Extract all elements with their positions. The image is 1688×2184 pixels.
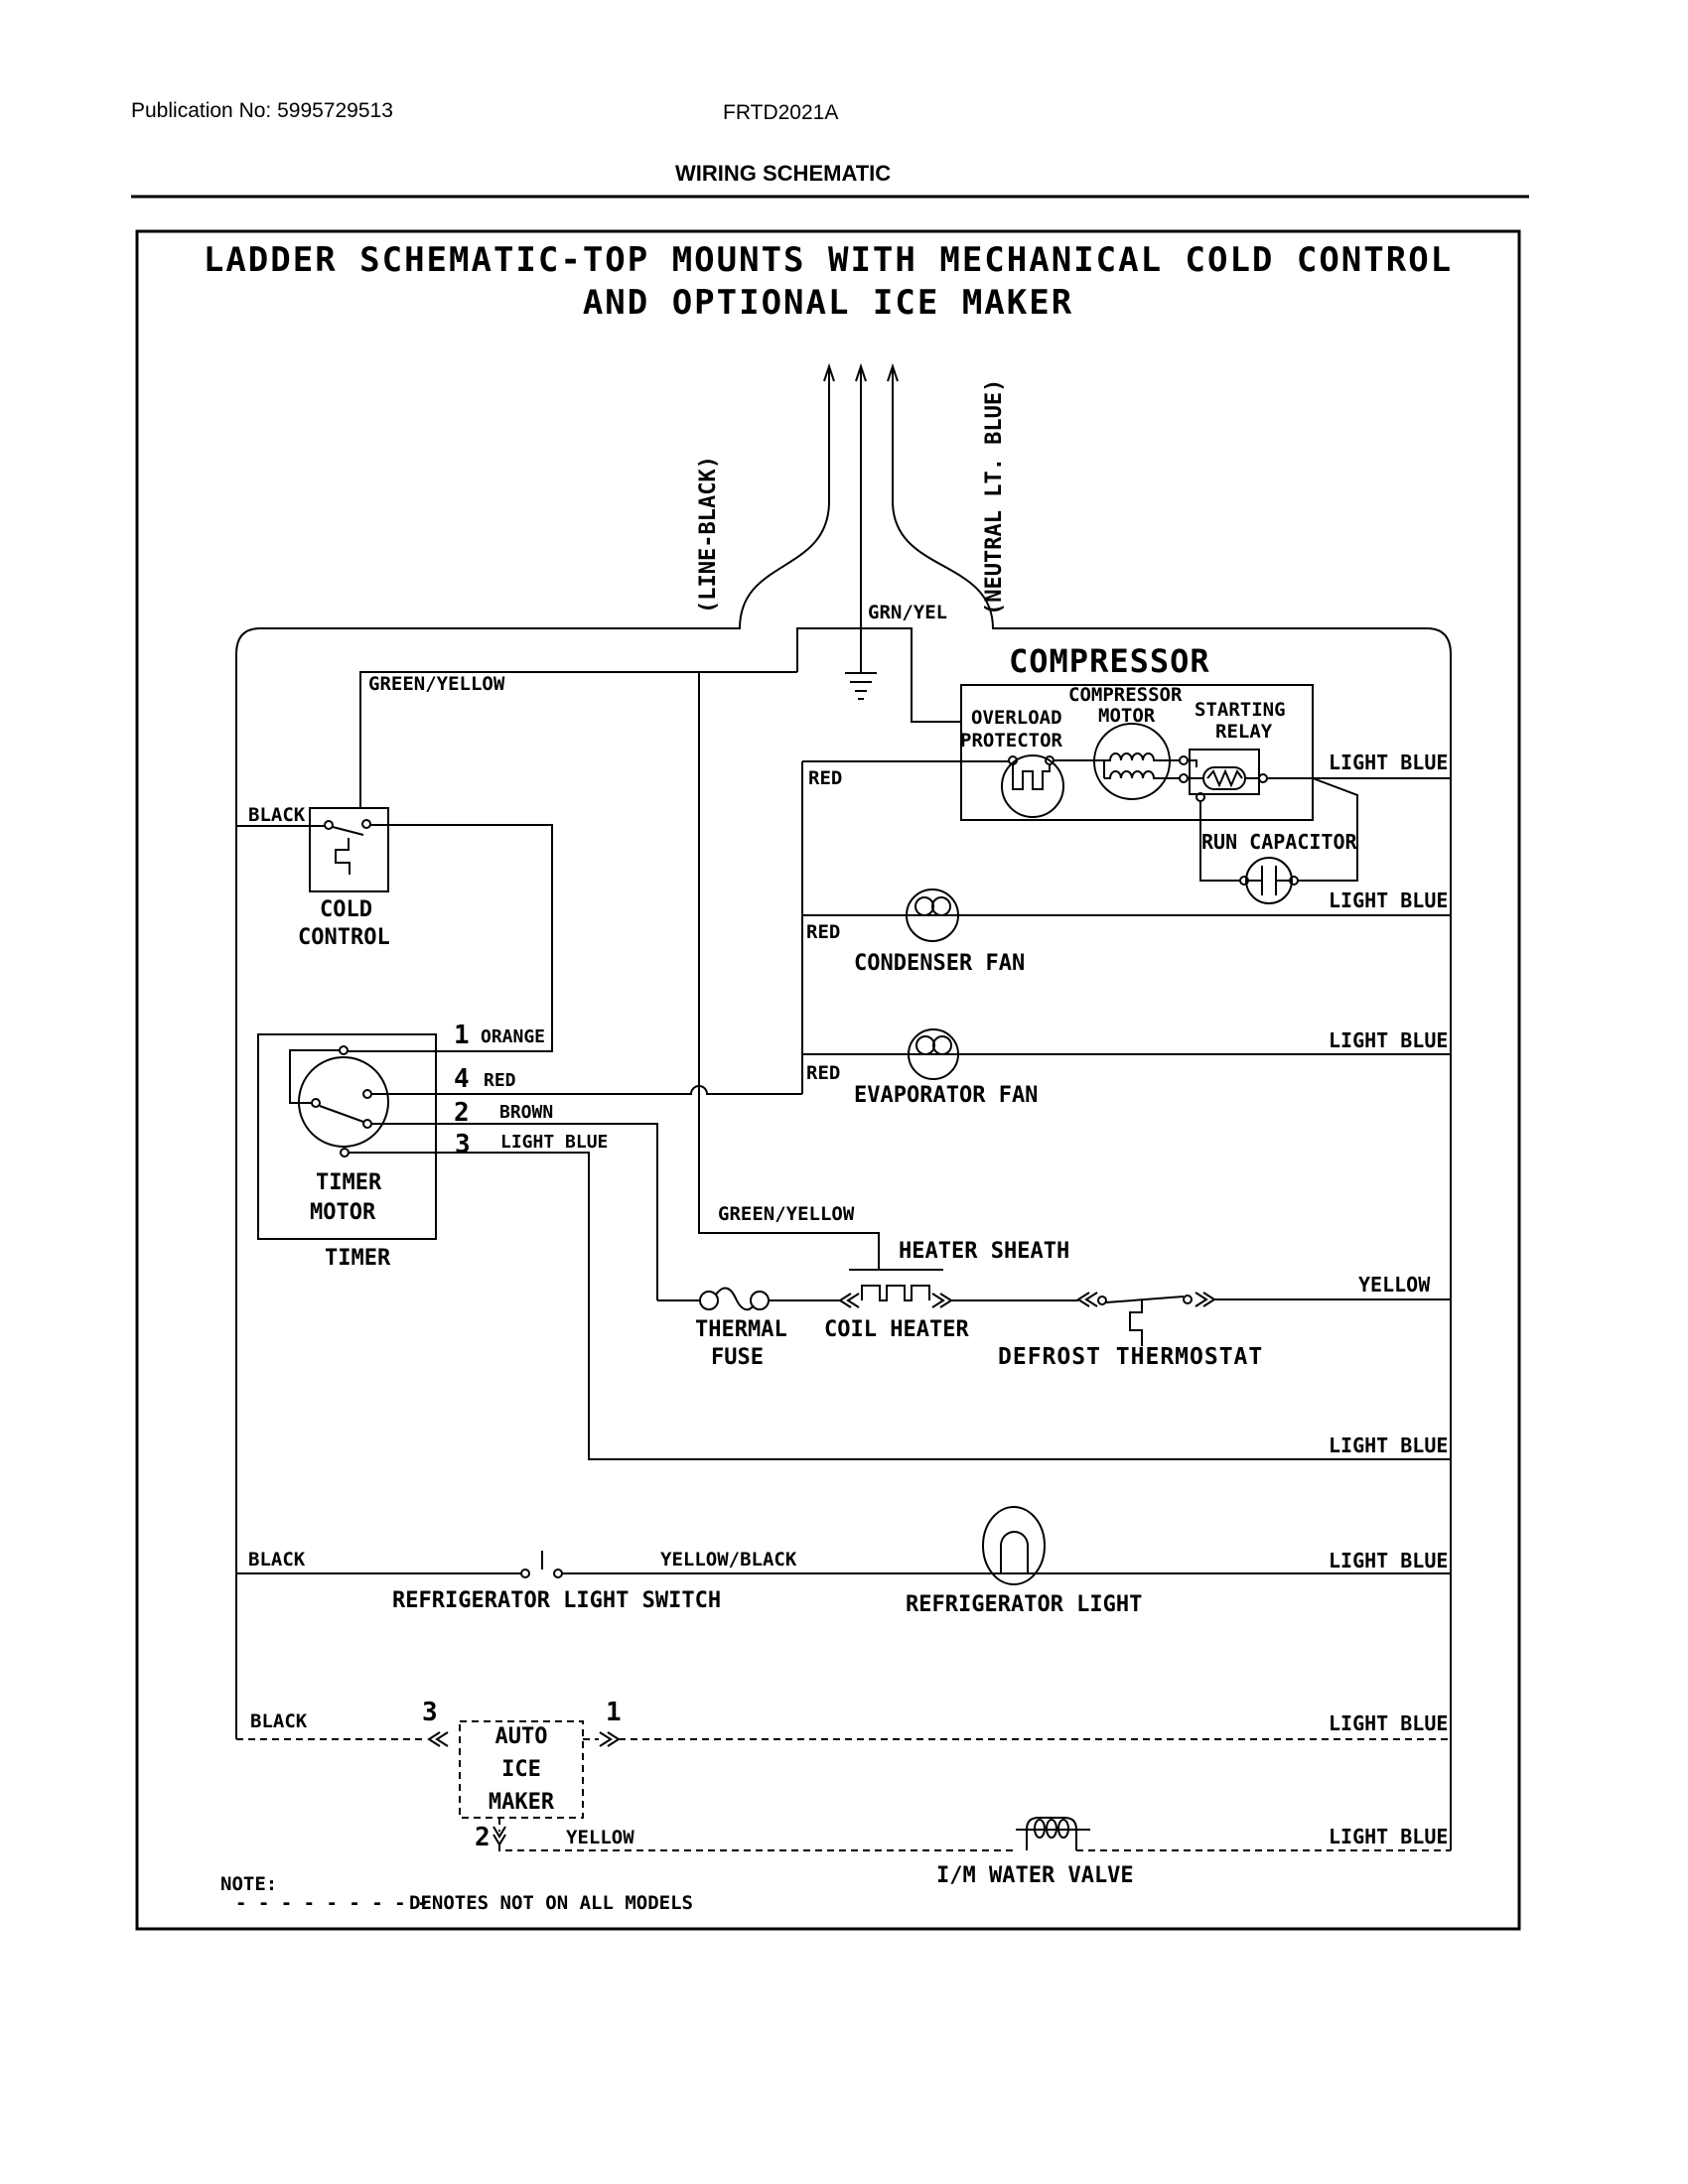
power-entry-lines [236,366,1451,1850]
schematic-title-line2: AND OPTIONAL ICE MAKER [582,283,1074,323]
label-light-blue-evaporator: LIGHT BLUE [1329,1028,1449,1052]
label-starting-relay-2: RELAY [1215,721,1273,743]
light-blue-wire-terminal3 [349,1153,1451,1459]
label-orange: ORANGE [481,1026,546,1047]
label-light-blue-t3: LIGHT BLUE [500,1132,609,1153]
compressor-motor [1094,724,1188,799]
label-compressor-motor-1: COMPRESSOR [1068,684,1183,706]
label-coil-heater: COIL HEATER [824,1317,969,1342]
label-light-blue-valve: LIGHT BLUE [1329,1825,1449,1848]
thermal-fuse [700,1288,769,1309]
label-pin-3: 3 [455,1130,471,1160]
label-run-capacitor: RUN CAPACITOR [1201,830,1357,854]
label-pin-4: 4 [454,1064,470,1094]
label-black-coldcontrol: BLACK [248,804,306,826]
label-defrost-thermostat: DEFROST THERMOSTAT [998,1344,1264,1370]
label-light-blue-timer: LIGHT BLUE [1329,1433,1449,1457]
note-dash-sample: - - - - - - - - - [235,1892,429,1914]
label-timer-motor-2: MOTOR [310,1200,376,1225]
label-cold-control-1: COLD [320,897,372,922]
label-icemaker-pin-2: 2 [475,1823,491,1852]
label-auto-ice-maker-2: ICE [501,1757,541,1782]
label-timer-motor-1: TIMER [316,1170,382,1195]
label-grn-yel: GRN/YEL [868,602,948,623]
label-evaporator-fan: EVAPORATOR FAN [854,1083,1039,1108]
label-yellow-black: YELLOW/BLACK [660,1549,797,1570]
label-red-compressor: RED [808,767,843,789]
cold-control-switch-arm [333,827,363,835]
refrigerator-light-switch [521,1551,562,1577]
label-auto-ice-maker-1: AUTO [494,1724,548,1749]
timer-wiper-arm [320,1106,363,1122]
ground-jumper [797,628,961,722]
schematic-title-line1: LADDER SCHEMATIC-TOP MOUNTS WITH MECHANICAL COLD CONTROL [203,240,1454,280]
label-refrigerator-light: REFRIGERATOR LIGHT [906,1592,1143,1617]
publication-number: Publication No: 5995729513 [131,99,393,122]
label-heater-sheath: HEATER SHEATH [899,1239,1070,1264]
label-light-blue-light: LIGHT BLUE [1329,1549,1449,1572]
label-timer: TIMER [325,1246,391,1271]
label-black-icemaker: BLACK [250,1710,308,1732]
label-condenser-fan: CONDENSER FAN [854,951,1026,976]
label-green-yellow-heater: GREEN/YELLOW [718,1203,855,1225]
neutral-rail [893,366,1451,1850]
refrigerator-light-rung [236,1507,1451,1584]
cold-control-sensor [336,838,350,875]
label-black-lightswitch: BLACK [248,1549,306,1570]
label-icemaker-pin-3: 3 [422,1698,438,1727]
label-thermal-fuse-1: THERMAL [695,1317,787,1342]
label-overload-2: PROTECTOR [960,730,1062,751]
label-line-black: (LINE-BLACK) [696,456,721,614]
label-pin-2: 2 [454,1098,470,1128]
label-thermal-fuse-2: FUSE [711,1345,764,1370]
label-light-blue-compressor: LIGHT BLUE [1329,751,1449,774]
cold-control [236,804,552,1051]
label-starting-relay-1: STARTING [1195,699,1286,721]
label-refrigerator-light-switch: REFRIGERATOR LIGHT SWITCH [392,1588,722,1613]
line-black-rail [236,366,829,1739]
label-icemaker-pin-1: 1 [606,1698,622,1727]
label-red-timer: RED [484,1070,516,1091]
model-number: FRTD2021A [723,101,839,124]
starting-relay [1188,750,1267,801]
label-compressor: COMPRESSOR [1009,642,1210,680]
ice-maker-rung [236,1721,1451,1850]
label-auto-ice-maker-3: MAKER [488,1790,555,1815]
defrost-thermostat [1078,1293,1214,1346]
label-brown: BROWN [499,1102,554,1123]
earth-ground-icon [845,673,877,699]
note-heading: NOTE: [220,1873,278,1895]
label-red-evaporator: RED [806,1062,841,1084]
label-compressor-motor-2: MOTOR [1098,705,1156,727]
label-im-water-valve: I/M WATER VALVE [936,1863,1134,1888]
label-cold-control-2: CONTROL [298,925,390,950]
note-text: DENOTES NOT ON ALL MODELS [409,1892,693,1914]
doc-title: WIRING SCHEMATIC [675,161,892,186]
label-yellow-icemaker: YELLOW [566,1827,634,1848]
coil-heater [840,1286,951,1307]
overload-protector [1002,755,1063,817]
label-overload-1: OVERLOAD [971,707,1062,729]
label-neutral-light-blue: (NEUTRAL LT. BLUE) [982,378,1007,615]
label-green-yellow-top: GREEN/YELLOW [368,673,505,695]
label-red-condenser: RED [806,921,841,943]
label-pin-1: 1 [454,1021,470,1050]
label-light-blue-capacitor: LIGHT BLUE [1329,888,1449,912]
label-light-blue-icemaker: LIGHT BLUE [1329,1711,1449,1735]
label-yellow-defrost: YELLOW [1358,1273,1431,1297]
